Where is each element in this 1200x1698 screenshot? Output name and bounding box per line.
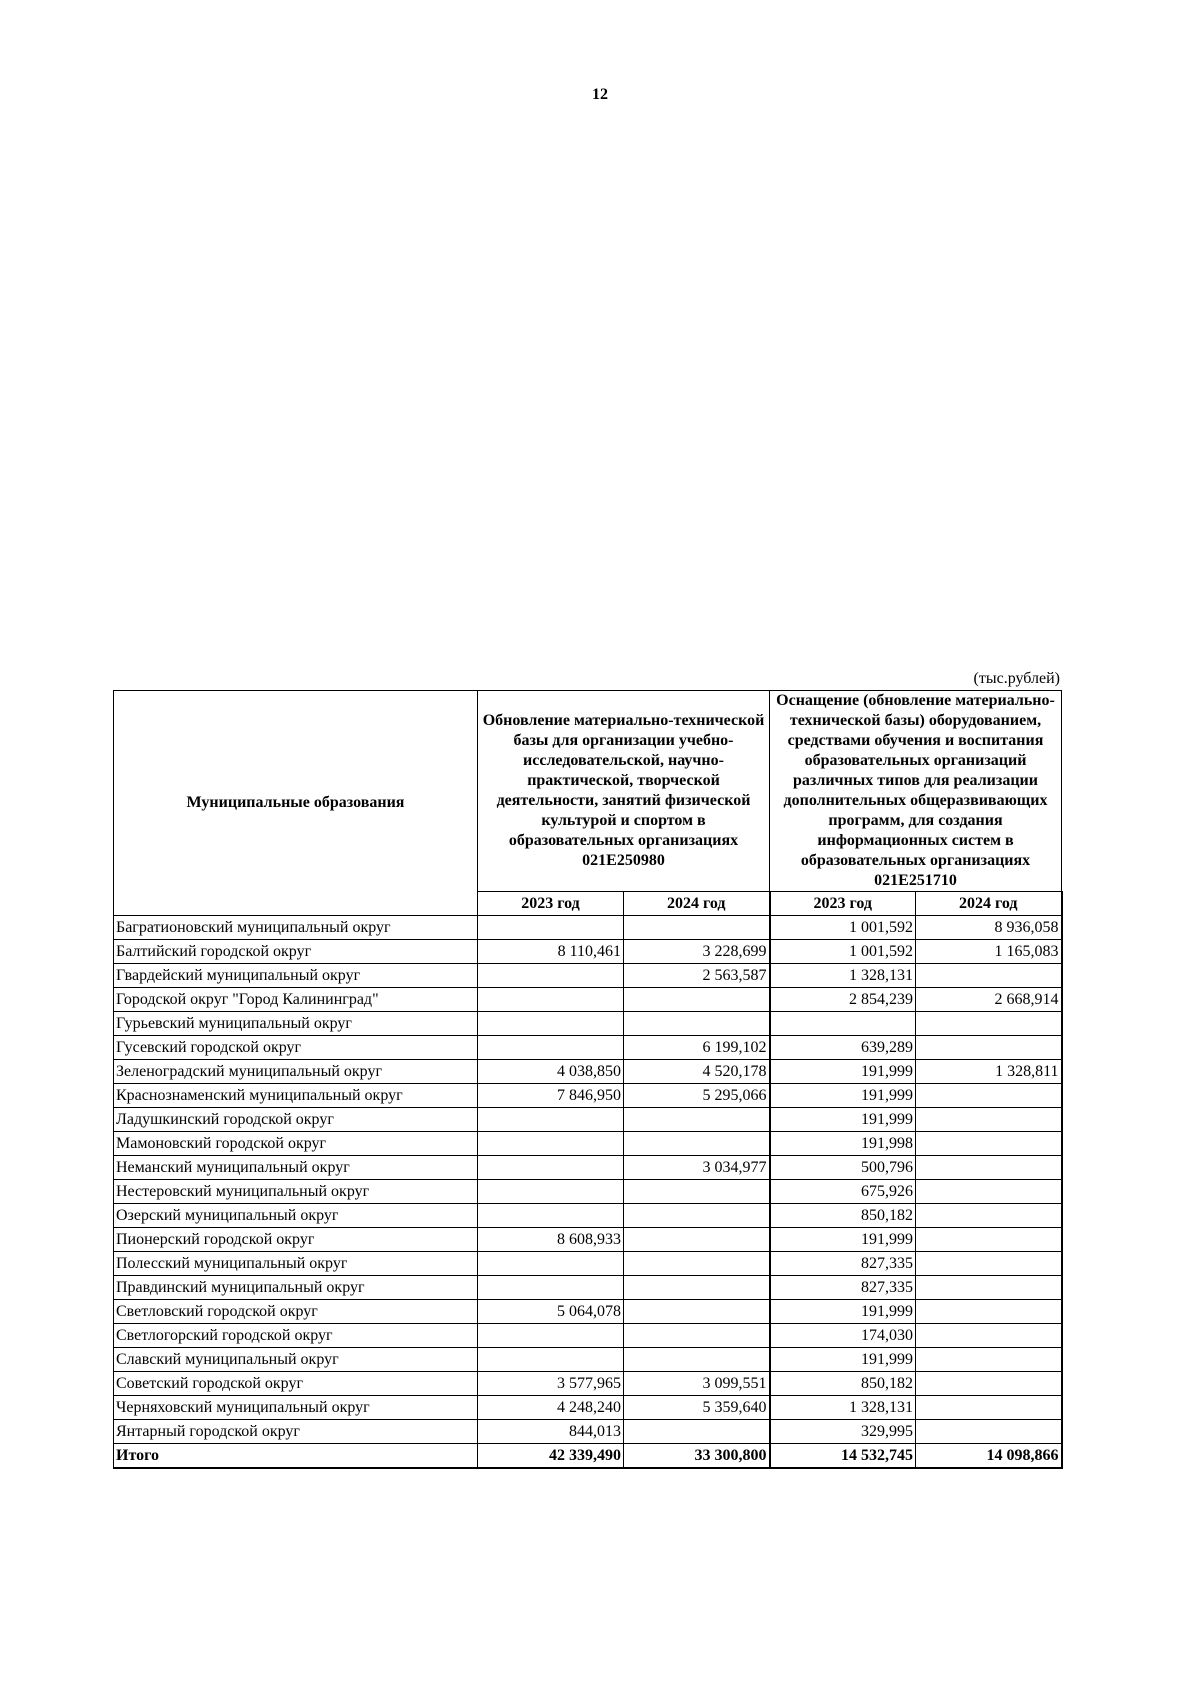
table-row (114, 964, 1062, 988)
budget-table (113, 690, 1063, 1469)
total-row (114, 1444, 1062, 1469)
header-municipalities: Муниципальные образования (114, 691, 478, 916)
table-row (114, 940, 1062, 964)
value-cell (624, 1228, 770, 1252)
municipality-name: Светлогорский городской округ (114, 1324, 478, 1348)
value-cell: 3 228,699 (624, 940, 770, 964)
municipality-name: Славский муниципальный округ (114, 1348, 478, 1372)
value-cell: 1 328,131 (770, 1396, 916, 1420)
municipality-name: Багратионовский муниципальный округ (114, 916, 478, 940)
value-cell (478, 1012, 624, 1036)
table-row (114, 1132, 1062, 1156)
value-cell: 8 110,461 (478, 940, 624, 964)
value-cell: 4 248,240 (478, 1396, 624, 1420)
header-group-1: Обновление материально-технической базы для организации учебно-исследовательской, научно-практической, творческой деятельности, занятий физической культурой и спортом в образовательных организациях 021Е250980 (478, 691, 770, 892)
table-row (114, 1084, 1062, 1108)
value-cell: 1 001,592 (770, 940, 916, 964)
value-cell (478, 1252, 624, 1276)
value-cell: 191,999 (770, 1108, 916, 1132)
value-cell (770, 1012, 916, 1036)
value-cell: 42 339,490 (478, 1444, 624, 1469)
table-row (114, 916, 1062, 940)
value-cell: 191,999 (770, 1300, 916, 1324)
value-cell (916, 964, 1062, 988)
unit-note: (тыс.рублей) (973, 670, 1060, 687)
value-cell (624, 1204, 770, 1228)
value-cell (916, 1012, 1062, 1036)
value-cell (916, 1228, 1062, 1252)
value-cell (478, 1108, 624, 1132)
header-group-2: Оснащение (обновление материально-технической базы) оборудованием, средствами обучения и воспитания образовательных организаций различных типов для реализации дополнительных общеразвивающих программ, для создания информационных систем в образовательных организациях 021Е251710 (770, 691, 1062, 892)
table-row (114, 1060, 1062, 1084)
value-cell (624, 1348, 770, 1372)
table-row (114, 1420, 1062, 1444)
municipality-name: Полесский муниципальный округ (114, 1252, 478, 1276)
municipality-name: Озерский муниципальный округ (114, 1204, 478, 1228)
municipality-name: Советский городской округ (114, 1372, 478, 1396)
value-cell: 191,998 (770, 1132, 916, 1156)
table-row (114, 1300, 1062, 1324)
value-cell: 844,013 (478, 1420, 624, 1444)
value-cell (478, 1180, 624, 1204)
table-row (114, 1324, 1062, 1348)
value-cell (478, 1276, 624, 1300)
table-row (114, 1348, 1062, 1372)
value-cell (916, 1396, 1062, 1420)
municipality-name: Черняховский муниципальный округ (114, 1396, 478, 1420)
value-cell (624, 1276, 770, 1300)
table-row (114, 1372, 1062, 1396)
table-row (114, 988, 1062, 1012)
total-label: Итого (114, 1444, 478, 1469)
table-row (114, 1252, 1062, 1276)
table-row (114, 1228, 1062, 1252)
value-cell: 174,030 (770, 1324, 916, 1348)
value-cell (624, 1012, 770, 1036)
value-cell: 850,182 (770, 1204, 916, 1228)
value-cell: 827,335 (770, 1276, 916, 1300)
table-row (114, 1396, 1062, 1420)
value-cell: 14 532,745 (770, 1444, 916, 1469)
value-cell (624, 1132, 770, 1156)
value-cell: 329,995 (770, 1420, 916, 1444)
value-cell (916, 1036, 1062, 1060)
table-row (114, 1180, 1062, 1204)
value-cell (478, 988, 624, 1012)
value-cell: 3 099,551 (624, 1372, 770, 1396)
value-cell (478, 1348, 624, 1372)
header-g2-year-2024: 2024 год (916, 892, 1062, 916)
value-cell: 4 520,178 (624, 1060, 770, 1084)
value-cell (916, 1084, 1062, 1108)
value-cell: 191,999 (770, 1084, 916, 1108)
municipality-name: Правдинский муниципальный округ (114, 1276, 478, 1300)
table-row (114, 1012, 1062, 1036)
value-cell (478, 964, 624, 988)
municipality-name: Ладушкинский городской округ (114, 1108, 478, 1132)
value-cell (624, 1180, 770, 1204)
value-cell: 5 359,640 (624, 1396, 770, 1420)
table-row (114, 1108, 1062, 1132)
value-cell (916, 1372, 1062, 1396)
table-row (114, 1204, 1062, 1228)
value-cell (916, 1252, 1062, 1276)
value-cell (916, 1276, 1062, 1300)
value-cell (478, 1036, 624, 1060)
value-cell: 4 038,850 (478, 1060, 624, 1084)
value-cell: 675,926 (770, 1180, 916, 1204)
value-cell: 850,182 (770, 1372, 916, 1396)
value-cell (624, 988, 770, 1012)
value-cell: 191,999 (770, 1348, 916, 1372)
value-cell: 8 608,933 (478, 1228, 624, 1252)
municipality-name: Гвардейский муниципальный округ (114, 964, 478, 988)
municipality-name: Краснознаменский муниципальный округ (114, 1084, 478, 1108)
value-cell (916, 1420, 1062, 1444)
municipality-name: Светловский городской округ (114, 1300, 478, 1324)
table-row (114, 1036, 1062, 1060)
value-cell (478, 1204, 624, 1228)
municipality-name: Гусевский городской округ (114, 1036, 478, 1060)
table-row (114, 1156, 1062, 1180)
value-cell: 191,999 (770, 1228, 916, 1252)
value-cell: 5 295,066 (624, 1084, 770, 1108)
value-cell (624, 1108, 770, 1132)
value-cell: 3 577,965 (478, 1372, 624, 1396)
header-g2-year-2023: 2023 год (770, 892, 916, 916)
municipality-name: Гурьевский муниципальный округ (114, 1012, 478, 1036)
value-cell: 7 846,950 (478, 1084, 624, 1108)
value-cell: 1 001,592 (770, 916, 916, 940)
value-cell (624, 1300, 770, 1324)
value-cell: 500,796 (770, 1156, 916, 1180)
value-cell: 2 854,239 (770, 988, 916, 1012)
value-cell (916, 1108, 1062, 1132)
value-cell (916, 1300, 1062, 1324)
value-cell: 8 936,058 (916, 916, 1062, 940)
header-g1-year-2024: 2024 год (624, 892, 770, 916)
value-cell (624, 1252, 770, 1276)
value-cell: 5 064,078 (478, 1300, 624, 1324)
value-cell (916, 1324, 1062, 1348)
value-cell (624, 1420, 770, 1444)
value-cell (478, 1324, 624, 1348)
page-number: 12 (592, 86, 608, 103)
municipality-name: Янтарный городской округ (114, 1420, 478, 1444)
value-cell (624, 1324, 770, 1348)
value-cell: 2 668,914 (916, 988, 1062, 1012)
value-cell (478, 1132, 624, 1156)
municipality-name: Мамоновский городской округ (114, 1132, 478, 1156)
value-cell: 827,335 (770, 1252, 916, 1276)
value-cell: 639,289 (770, 1036, 916, 1060)
header-g1-year-2023: 2023 год (478, 892, 624, 916)
value-cell (916, 1132, 1062, 1156)
value-cell: 2 563,587 (624, 964, 770, 988)
value-cell: 3 034,977 (624, 1156, 770, 1180)
table-row (114, 1276, 1062, 1300)
municipality-name: Зеленоградский муниципальный округ (114, 1060, 478, 1084)
value-cell (478, 916, 624, 940)
value-cell: 33 300,800 (624, 1444, 770, 1469)
value-cell: 1 328,131 (770, 964, 916, 988)
value-cell: 191,999 (770, 1060, 916, 1084)
municipality-name: Балтийский городской округ (114, 940, 478, 964)
value-cell (916, 1156, 1062, 1180)
value-cell (916, 1348, 1062, 1372)
value-cell: 6 199,102 (624, 1036, 770, 1060)
value-cell (624, 916, 770, 940)
value-cell (478, 1156, 624, 1180)
municipality-name: Пионерский городской округ (114, 1228, 478, 1252)
municipality-name: Неманский муниципальный округ (114, 1156, 478, 1180)
value-cell (916, 1204, 1062, 1228)
value-cell (916, 1180, 1062, 1204)
municipality-name: Городской округ "Город Калининград" (114, 988, 478, 1012)
municipality-name: Нестеровский муниципальный округ (114, 1180, 478, 1204)
value-cell: 14 098,866 (916, 1444, 1062, 1469)
value-cell: 1 328,811 (916, 1060, 1062, 1084)
value-cell: 1 165,083 (916, 940, 1062, 964)
